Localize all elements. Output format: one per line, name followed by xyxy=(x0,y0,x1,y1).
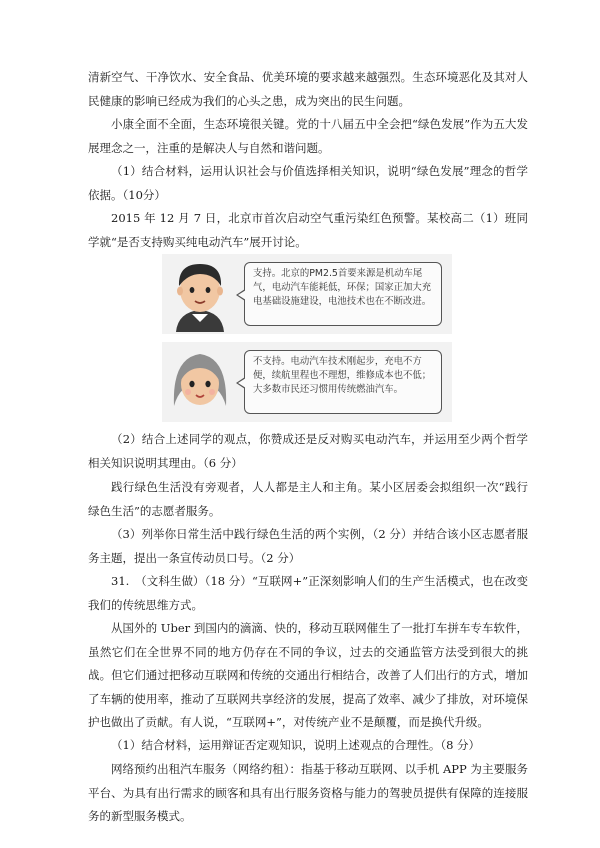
paragraph-green-life: 践行绿色生活没有旁观者，人人都是主人和主角。某小区居委会拟组织一次“践行绿色生活”的志愿者服务。 xyxy=(88,480,528,518)
paragraph-red-alert: 2015 年 12 月 7 日，北京市首次启动空气重污染红色预警。某校高二（1）班同学就“是否支持购买纯电动汽车”展开讨论。 xyxy=(88,211,528,249)
paragraph-environment-demand: 清新空气、干净饮水、安全食品、优美环境的要求越来越强烈。生态环境恶化及其对人民健康的影响已经成为我们的心头之患，成为突出的民生问题。 xyxy=(88,70,528,108)
boy-speech-bubble xyxy=(244,262,442,326)
paragraph-ride-hailing: 网络预约出租汽车服务（网络约租）：指基于移动互联网、以手机 APP 为主要服务平台、为具有出行需求的顾客和具有出行服务资格与能力的驾驶员提供有保障的连接服务的新型服务模式。 xyxy=(88,762,528,823)
boy-panel xyxy=(162,254,452,334)
question-2: （2）结合上述同学的观点，你赞成还是反对购买电动汽车，并运用至少两个哲学相关知识说明其理由。（6 分） xyxy=(88,432,528,470)
question-31: 31. （文科生做）（18 分）“互联网+”正深刻影响人们的生产生活模式，也在改变我们的传统思维方式。 xyxy=(88,574,528,612)
girl-panel xyxy=(162,342,452,422)
boy-speech-text: 支持。北京的PM2.5首要来源是机动车尾气，电动汽车能耗低，环保；国家正加大充电基础设施建设，电池技术也在不断改进。 xyxy=(253,268,432,307)
paragraph-green-development: 小康全面不全面，生态环境很关键。党的十八届五中全会把“绿色发展”作为五大发展理念之一，注重的是解决人与自然和谐问题。 xyxy=(88,117,528,155)
girl-speech-bubble xyxy=(244,350,442,414)
question-31-1: （1）结合材料，运用辩证否定观知识，说明上述观点的合理性。（8 分） xyxy=(111,738,481,752)
girl-cartoon-icon xyxy=(168,344,232,420)
discussion-figure xyxy=(162,254,452,422)
paragraph-uber: 从国外的 Uber 到国内的滴滴、快的，移动互联网催生了一批打车拼车专车软件，虽然它们在全世界不同的地方仍存在不同的争议，过去的交通监管方法受到很大的挑战。但它们通过把移动互联网和传统的交通出行相结合，改善了人们出行的方式，增加了车辆的使用率，推动了互联网共享经济的发展，提高了效率、减少了排放，对环境保护也做出了贡献。有人说，“互联网+”，对传统产业不是颠覆，而是换代升级。 xyxy=(88,621,528,729)
question-1: （1）结合材料，运用认识社会与价值选择相关知识，说明“绿色发展”理念的哲学依据。（10分） xyxy=(88,164,528,202)
question-3: （3）列举你日常生活中践行绿色生活的两个实例，（2 分）并结合该小区志愿者服务主题，提出一条宣传动员口号。（2 分） xyxy=(88,527,528,565)
girl-speech-text: 不支持。电动汽车技术刚起步，充电不方便，续航里程也不理想，维修成本也不低；大多数市民还习惯用传统燃油汽车。 xyxy=(253,356,432,395)
boy-cartoon-icon xyxy=(168,256,232,332)
